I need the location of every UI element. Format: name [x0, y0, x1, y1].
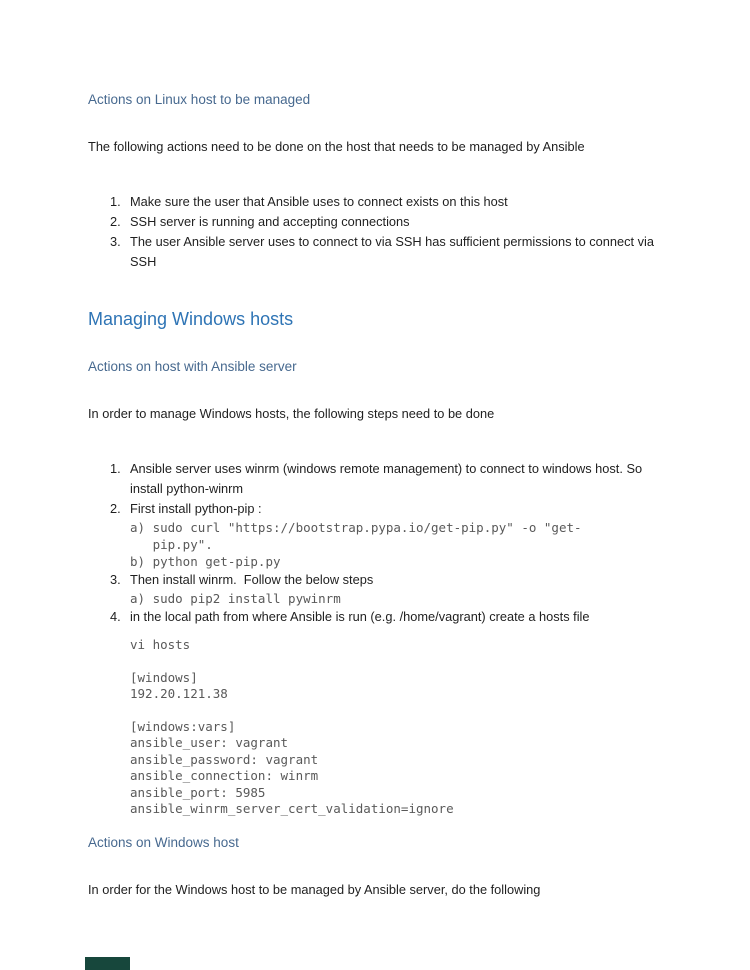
- list-number: 3.: [110, 572, 121, 587]
- list-item-text: [130, 459, 662, 499]
- text-line: Then install winrm. Follow the below steps: [130, 572, 374, 587]
- hosts-file-line: [windows:vars]: [130, 718, 236, 734]
- text-line: SSH: [130, 254, 157, 269]
- pip-install-commands: [130, 519, 662, 570]
- section-heading-ansible-server: Actions on host with Ansible server: [88, 359, 297, 374]
- section-heading-linux-host: Actions on Linux host to be managed: [88, 92, 311, 107]
- hosts-file-vars-group: [130, 719, 662, 818]
- list-item-text: [130, 212, 662, 232]
- list-item: [88, 192, 662, 212]
- text-line: Make sure the user that Ansible uses to connect exists on this host: [130, 194, 508, 209]
- hosts-file-line: ansible_user: vagrant: [130, 735, 289, 750]
- list-item-text: [130, 232, 662, 272]
- hosts-file-line: ansible_connection: winrm: [130, 768, 319, 783]
- section-heading-windows-host: Actions on Windows host: [88, 834, 239, 850]
- text-line: First install python-pip :: [130, 501, 262, 516]
- ansible-server-intro: In order to manage Windows hosts, the following steps need to be done: [88, 406, 495, 421]
- linux-section-intro: The following actions need to be done on the host that needs to be managed by Ansible: [88, 139, 585, 154]
- list-item: [88, 212, 662, 232]
- list-number: 1.: [110, 461, 121, 476]
- list-item-text: [130, 499, 662, 519]
- list-item-text: [130, 192, 662, 212]
- list-item: [88, 499, 662, 519]
- list-number: 2.: [110, 214, 121, 229]
- list-item: [88, 232, 662, 272]
- command-line: b) python get-pip.py: [130, 554, 281, 569]
- command-line: a) sudo curl "https://bootstrap.pypa.io/get-pip.py" -o "get-: [130, 520, 582, 535]
- list-item: [88, 607, 662, 627]
- main-heading-managing-windows-hosts: Managing Windows hosts: [88, 309, 294, 329]
- list-item-text: [130, 570, 662, 590]
- text-line: Ansible server uses winrm (windows remote management) to connect to windows host. So: [130, 461, 643, 476]
- windows-steps-list: [88, 459, 662, 627]
- windows-host-intro: In order for the Windows host to be managed by Ansible server, do the following: [88, 881, 541, 897]
- hosts-file-windows-group: [130, 670, 662, 703]
- text-line: SSH server is running and accepting connections: [130, 214, 410, 229]
- list-item-text: [130, 607, 662, 627]
- list-number: 1.: [110, 194, 121, 209]
- hosts-file-line: ansible_winrm_server_cert_validation=ignore: [130, 801, 454, 816]
- list-item: [88, 459, 662, 499]
- list-number: 4.: [110, 609, 121, 624]
- list-number: 2.: [110, 501, 121, 516]
- list-number: 3.: [110, 234, 121, 249]
- text-line: in the local path from where Ansible is run (e.g. /home/vagrant) create a hosts file: [130, 609, 590, 624]
- hosts-file-line: ansible_port: 5985: [130, 784, 266, 800]
- hosts-file-line: [windows]: [130, 669, 198, 685]
- winrm-install-command: [130, 590, 662, 607]
- hosts-file-line: ansible_password: vagrant: [130, 751, 319, 767]
- command-line: pip.py".: [130, 537, 213, 552]
- hosts-file-line: 192.20.121.38: [130, 686, 228, 701]
- text-line: The user Ansible server uses to connect to via SSH has sufficient permissions to connect via: [130, 234, 654, 249]
- footer-accent-bar: [85, 957, 130, 970]
- list-item: [88, 570, 662, 590]
- vi-hosts-command: vi hosts: [130, 637, 191, 652]
- hosts-file-listing: [130, 637, 662, 818]
- command-line: a) sudo pip2 install pywinrm: [130, 591, 341, 606]
- text-line: install python-winrm: [130, 481, 244, 496]
- linux-actions-list: [88, 192, 662, 272]
